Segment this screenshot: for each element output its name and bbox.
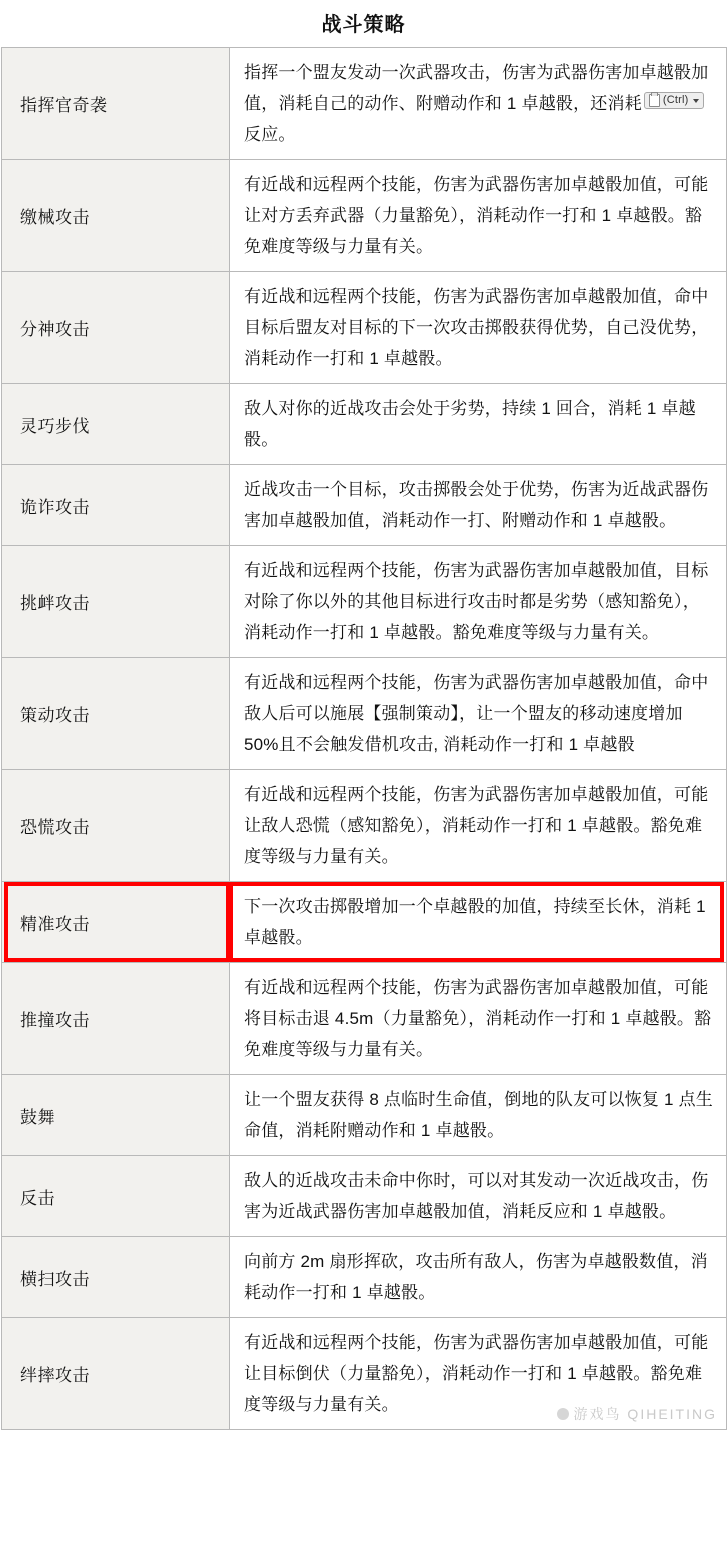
table-row: [2, 48, 727, 160]
desc-text-part-1: 指挥一个盟友发动一次武器攻击，伤害为武器伤害加卓越骰加值，消耗自己的动作、附赠动作和 1 卓越骰，还消耗: [244, 63, 709, 113]
table-row-highlighted: [2, 882, 727, 963]
ctrl-label: (Ctrl): [662, 94, 689, 106]
strategy-name-cell: 恐慌攻击: [2, 770, 230, 882]
strategy-desc-cell: 让一个盟友获得 8 点临时生命值，倒地的队友可以恢复 1 点生命值，消耗附赠动作和 1 卓越骰。: [230, 1075, 727, 1156]
strategy-desc-cell: [230, 48, 727, 160]
table-row: [2, 272, 727, 384]
watermark-text: 游戏鸟 QIHEITING: [573, 1406, 717, 1422]
table-row: [2, 1075, 727, 1156]
strategy-name-cell: 灵巧步伐: [2, 384, 230, 465]
desc-text-part-2: 反应。: [244, 125, 296, 144]
clipboard-icon: [649, 94, 660, 107]
page-title: 战斗策略: [321, 14, 406, 36]
table-row: [2, 963, 727, 1075]
strategy-name-cell: 横扫攻击: [2, 1237, 230, 1318]
table-row: [2, 465, 727, 546]
strategy-name-cell: 诡诈攻击: [2, 465, 230, 546]
strategy-name-cell: 鼓舞: [2, 1075, 230, 1156]
strategy-desc-cell: 有近战和远程两个技能，伤害为武器伤害加卓越骰加值，可能让目标倒伏（力量豁免），消耗动作一打和 1 卓越骰。豁免难度等级与力量有关。: [230, 1318, 727, 1430]
strategy-desc-cell: 有近战和远程两个技能，伤害为武器伤害加卓越骰加值，命中目标后盟友对目标的下一次攻击掷骰获得优势，自己没优势，消耗动作一打和 1 卓越骰。: [230, 272, 727, 384]
table-row: [2, 546, 727, 658]
clipboard-paste-badge[interactable]: [644, 92, 704, 109]
table-row: [2, 1237, 727, 1318]
strategy-desc-cell: 有近战和远程两个技能，伤害为武器伤害加卓越骰加值，命中敌人后可以施展【强制策动】，让一个盟友的移动速度增加 50%且不会触发借机攻击, 消耗动作一打和 1 卓越骰: [230, 658, 727, 770]
highlight-box-right: [229, 882, 724, 962]
strategy-name-cell: 指挥官奇袭: [2, 48, 230, 160]
strategy-desc-cell: 敌人的近战攻击未命中你时，可以对其发动一次近战攻击，伤害为近战武器伤害加卓越骰加值，消耗反应和 1 卓越骰。: [230, 1156, 727, 1237]
watermark-logo-icon: [557, 1408, 569, 1420]
strategy-name-cell: 精准攻击: [2, 882, 230, 963]
strategy-desc-cell: 向前方 2m 扇形挥砍，攻击所有敌人，伤害为卓越骰数值，消耗动作一打和 1 卓越骰。: [230, 1237, 727, 1318]
strategy-name-cell: 缴械攻击: [2, 160, 230, 272]
strategy-desc-cell: 有近战和远程两个技能，伤害为武器伤害加卓越骰加值，可能让对方丢弃武器（力量豁免），消耗动作一打和 1 卓越骰。豁免难度等级与力量有关。: [230, 160, 727, 272]
strategy-name-cell: 策动攻击: [2, 658, 230, 770]
watermark: [557, 1404, 717, 1424]
table-row: [2, 1156, 727, 1237]
combat-strategy-table: [1, 47, 727, 1430]
highlight-box-left: [4, 882, 230, 962]
strategy-name-cell: 反击: [2, 1156, 230, 1237]
strategy-desc-cell: 有近战和远程两个技能，伤害为武器伤害加卓越骰加值，可能让敌人恐慌（感知豁免），消耗动作一打和 1 卓越骰。豁免难度等级与力量有关。: [230, 770, 727, 882]
strategy-desc-cell: 有近战和远程两个技能，伤害为武器伤害加卓越骰加值，可能将目标击退 4.5m（力量豁免），消耗动作一打和 1 卓越骰。豁免难度等级与力量有关。: [230, 963, 727, 1075]
strategy-name-cell: 分神攻击: [2, 272, 230, 384]
table-body: [2, 48, 727, 1430]
strategy-name-cell: 绊摔攻击: [2, 1318, 230, 1430]
strategy-desc-cell: 下一次攻击掷骰增加一个卓越骰的加值，持续至长休，消耗 1 卓越骰。: [230, 882, 727, 963]
strategy-desc-cell: 敌人对你的近战攻击会处于劣势，持续 1 回合，消耗 1 卓越骰。: [230, 384, 727, 465]
chevron-down-icon[interactable]: [693, 99, 699, 103]
strategy-desc-cell: 有近战和远程两个技能，伤害为武器伤害加卓越骰加值，目标对除了你以外的其他目标进行攻击时都是劣势（感知豁免），消耗动作一打和 1 卓越骰。豁免难度等级与力量有关。: [230, 546, 727, 658]
strategy-desc-cell: 近战攻击一个目标，攻击掷骰会处于优势，伤害为近战武器伤害加卓越骰加值，消耗动作一打、附赠动作和 1 卓越骰。: [230, 465, 727, 546]
table-row: [2, 658, 727, 770]
strategy-name-cell: 推撞攻击: [2, 963, 230, 1075]
table-row: [2, 160, 727, 272]
table-row: [2, 384, 727, 465]
table-row: [2, 770, 727, 882]
strategy-name-cell: 挑衅攻击: [2, 546, 230, 658]
